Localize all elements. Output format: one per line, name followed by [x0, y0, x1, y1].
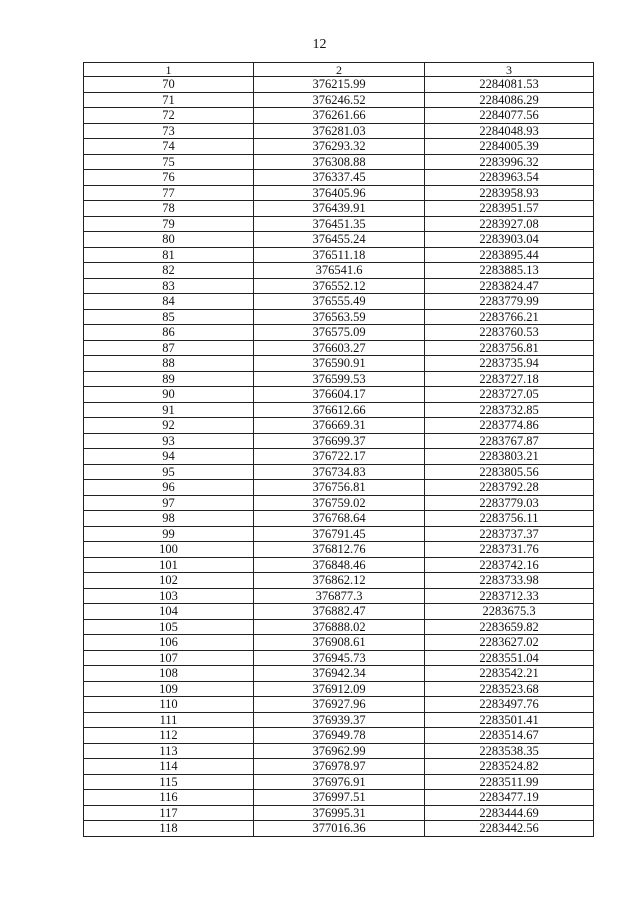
point-number-cell: 118: [84, 821, 254, 837]
x-coordinate-cell: 376455.24: [254, 232, 425, 248]
table-row: [84, 139, 594, 155]
table-row: [84, 480, 594, 496]
y-coordinate-cell: 2284005.39: [425, 139, 594, 155]
y-coordinate-cell: 2283514.67: [425, 728, 594, 744]
x-coordinate-cell: 376575.09: [254, 325, 425, 341]
table-row: [84, 108, 594, 124]
table-header-row: [84, 63, 594, 77]
point-number-cell: 71: [84, 92, 254, 108]
y-coordinate-cell: 2283442.56: [425, 821, 594, 837]
point-number-cell: 110: [84, 697, 254, 713]
y-coordinate-cell: 2283551.04: [425, 650, 594, 666]
table-row: [84, 666, 594, 682]
x-coordinate-cell: 376722.17: [254, 449, 425, 465]
point-number-cell: 83: [84, 278, 254, 294]
x-coordinate-cell: 376612.66: [254, 402, 425, 418]
x-coordinate-cell: 376995.31: [254, 805, 425, 821]
y-coordinate-cell: 2283885.13: [425, 263, 594, 279]
y-coordinate-cell: 2284048.93: [425, 123, 594, 139]
x-coordinate-cell: 376337.45: [254, 170, 425, 186]
point-number-cell: 117: [84, 805, 254, 821]
column-header-2: 2: [254, 63, 425, 77]
point-number-cell: 82: [84, 263, 254, 279]
y-coordinate-cell: 2283963.54: [425, 170, 594, 186]
point-number-cell: 93: [84, 433, 254, 449]
point-number-cell: 99: [84, 526, 254, 542]
x-coordinate-cell: 376882.47: [254, 604, 425, 620]
table-row: [84, 449, 594, 465]
x-coordinate-cell: 376949.78: [254, 728, 425, 744]
table-row: [84, 154, 594, 170]
point-number-cell: 90: [84, 387, 254, 403]
point-number-cell: 111: [84, 712, 254, 728]
table-row: [84, 495, 594, 511]
y-coordinate-cell: 2283675.3: [425, 604, 594, 620]
y-coordinate-cell: 2283803.21: [425, 449, 594, 465]
y-coordinate-cell: 2283767.87: [425, 433, 594, 449]
y-coordinate-cell: 2283760.53: [425, 325, 594, 341]
point-number-cell: 77: [84, 185, 254, 201]
y-coordinate-cell: 2283659.82: [425, 619, 594, 635]
point-number-cell: 116: [84, 790, 254, 806]
point-number-cell: 98: [84, 511, 254, 527]
point-number-cell: 79: [84, 216, 254, 232]
y-coordinate-cell: 2283996.32: [425, 154, 594, 170]
point-number-cell: 108: [84, 666, 254, 682]
y-coordinate-cell: 2283444.69: [425, 805, 594, 821]
x-coordinate-cell: 376603.27: [254, 340, 425, 356]
table-body: [84, 77, 594, 837]
page-number: 12: [312, 37, 327, 52]
y-coordinate-cell: 2283733.98: [425, 573, 594, 589]
y-coordinate-cell: 2283903.04: [425, 232, 594, 248]
point-number-cell: 87: [84, 340, 254, 356]
table-row: [84, 356, 594, 372]
y-coordinate-cell: 2283627.02: [425, 635, 594, 651]
x-coordinate-cell: 377016.36: [254, 821, 425, 837]
table-row: [84, 340, 594, 356]
y-coordinate-cell: 2283742.16: [425, 557, 594, 573]
x-coordinate-cell: 376997.51: [254, 790, 425, 806]
point-number-cell: 70: [84, 77, 254, 93]
table-row: [84, 619, 594, 635]
point-number-cell: 115: [84, 774, 254, 790]
table-row: [84, 402, 594, 418]
table-row: [84, 247, 594, 263]
y-coordinate-cell: 2283477.19: [425, 790, 594, 806]
x-coordinate-cell: 376756.81: [254, 480, 425, 496]
table-row: [84, 309, 594, 325]
table-row: [84, 77, 594, 93]
point-number-cell: 101: [84, 557, 254, 573]
y-coordinate-cell: 2283727.05: [425, 387, 594, 403]
table-row: [84, 92, 594, 108]
point-number-cell: 106: [84, 635, 254, 651]
y-coordinate-cell: 2283756.11: [425, 511, 594, 527]
table-row: [84, 325, 594, 341]
y-coordinate-cell: 2283732.85: [425, 402, 594, 418]
table-row: [84, 216, 594, 232]
x-coordinate-cell: 376759.02: [254, 495, 425, 511]
table-row: [84, 511, 594, 527]
table-row: [84, 278, 594, 294]
y-coordinate-cell: 2283766.21: [425, 309, 594, 325]
y-coordinate-cell: 2283542.21: [425, 666, 594, 682]
y-coordinate-cell: 2283712.33: [425, 588, 594, 604]
column-header-3: 3: [425, 63, 594, 77]
point-number-cell: 94: [84, 449, 254, 465]
x-coordinate-cell: 376862.12: [254, 573, 425, 589]
point-number-cell: 104: [84, 604, 254, 620]
table-row: [84, 201, 594, 217]
table-row: [84, 185, 594, 201]
table-row: [84, 712, 594, 728]
table-row: [84, 790, 594, 806]
y-coordinate-cell: 2283779.99: [425, 294, 594, 310]
x-coordinate-cell: 376888.02: [254, 619, 425, 635]
table-row: [84, 588, 594, 604]
table-row: [84, 697, 594, 713]
x-coordinate-cell: 376734.83: [254, 464, 425, 480]
point-number-cell: 84: [84, 294, 254, 310]
x-coordinate-cell: 376848.46: [254, 557, 425, 573]
x-coordinate-cell: 376669.31: [254, 418, 425, 434]
table-row: [84, 635, 594, 651]
point-number-cell: 95: [84, 464, 254, 480]
point-number-cell: 109: [84, 681, 254, 697]
y-coordinate-cell: 2283779.03: [425, 495, 594, 511]
x-coordinate-cell: 376945.73: [254, 650, 425, 666]
x-coordinate-cell: 376942.34: [254, 666, 425, 682]
point-number-cell: 92: [84, 418, 254, 434]
point-number-cell: 97: [84, 495, 254, 511]
column-header-1: 1: [84, 63, 254, 77]
y-coordinate-cell: 2283756.81: [425, 340, 594, 356]
point-number-cell: 114: [84, 759, 254, 775]
y-coordinate-cell: 2283538.35: [425, 743, 594, 759]
x-coordinate-cell: 376590.91: [254, 356, 425, 372]
y-coordinate-cell: 2283524.82: [425, 759, 594, 775]
y-coordinate-cell: 2283951.57: [425, 201, 594, 217]
x-coordinate-cell: 376308.88: [254, 154, 425, 170]
y-coordinate-cell: 2283824.47: [425, 278, 594, 294]
y-coordinate-cell: 2283511.99: [425, 774, 594, 790]
table-row: [84, 263, 594, 279]
point-number-cell: 100: [84, 542, 254, 558]
x-coordinate-cell: 376555.49: [254, 294, 425, 310]
point-number-cell: 73: [84, 123, 254, 139]
point-number-cell: 113: [84, 743, 254, 759]
y-coordinate-cell: 2284077.56: [425, 108, 594, 124]
table-row: [84, 728, 594, 744]
x-coordinate-cell: 376927.96: [254, 697, 425, 713]
x-coordinate-cell: 376791.45: [254, 526, 425, 542]
y-coordinate-cell: 2283727.18: [425, 371, 594, 387]
point-number-cell: 103: [84, 588, 254, 604]
y-coordinate-cell: 2283731.76: [425, 542, 594, 558]
x-coordinate-cell: 376261.66: [254, 108, 425, 124]
table-row: [84, 526, 594, 542]
table-row: [84, 681, 594, 697]
table-row: [84, 232, 594, 248]
y-coordinate-cell: 2283774.86: [425, 418, 594, 434]
x-coordinate-cell: 376599.53: [254, 371, 425, 387]
table-row: [84, 387, 594, 403]
point-number-cell: 72: [84, 108, 254, 124]
y-coordinate-cell: 2284081.53: [425, 77, 594, 93]
point-number-cell: 81: [84, 247, 254, 263]
table-row: [84, 774, 594, 790]
x-coordinate-cell: 376976.91: [254, 774, 425, 790]
x-coordinate-cell: 376812.76: [254, 542, 425, 558]
point-number-cell: 86: [84, 325, 254, 341]
x-coordinate-cell: 376877.3: [254, 588, 425, 604]
x-coordinate-cell: 376246.52: [254, 92, 425, 108]
y-coordinate-cell: 2283792.28: [425, 480, 594, 496]
table-row: [84, 433, 594, 449]
table-row: [84, 743, 594, 759]
point-number-cell: 107: [84, 650, 254, 666]
point-number-cell: 76: [84, 170, 254, 186]
y-coordinate-cell: 2283501.41: [425, 712, 594, 728]
point-number-cell: 91: [84, 402, 254, 418]
table-row: [84, 542, 594, 558]
table-row: [84, 573, 594, 589]
point-number-cell: 85: [84, 309, 254, 325]
table-row: [84, 464, 594, 480]
table-row: [84, 170, 594, 186]
x-coordinate-cell: 376541.6: [254, 263, 425, 279]
point-number-cell: 80: [84, 232, 254, 248]
table-row: [84, 123, 594, 139]
point-number-cell: 96: [84, 480, 254, 496]
y-coordinate-cell: 2283735.94: [425, 356, 594, 372]
table-row: [84, 805, 594, 821]
y-coordinate-cell: 2283927.08: [425, 216, 594, 232]
x-coordinate-cell: 376604.17: [254, 387, 425, 403]
x-coordinate-cell: 376511.18: [254, 247, 425, 263]
x-coordinate-cell: 376439.91: [254, 201, 425, 217]
point-number-cell: 89: [84, 371, 254, 387]
point-number-cell: 74: [84, 139, 254, 155]
x-coordinate-cell: 376962.99: [254, 743, 425, 759]
x-coordinate-cell: 376908.61: [254, 635, 425, 651]
point-number-cell: 105: [84, 619, 254, 635]
table-row: [84, 759, 594, 775]
table-row: [84, 604, 594, 620]
table-row: [84, 557, 594, 573]
x-coordinate-cell: 376563.59: [254, 309, 425, 325]
table-row: [84, 821, 594, 837]
coordinates-table: [83, 62, 594, 837]
point-number-cell: 102: [84, 573, 254, 589]
y-coordinate-cell: 2283958.93: [425, 185, 594, 201]
table-row: [84, 418, 594, 434]
x-coordinate-cell: 376912.09: [254, 681, 425, 697]
y-coordinate-cell: 2283895.44: [425, 247, 594, 263]
x-coordinate-cell: 376215.99: [254, 77, 425, 93]
x-coordinate-cell: 376978.97: [254, 759, 425, 775]
y-coordinate-cell: 2283737.37: [425, 526, 594, 542]
y-coordinate-cell: 2284086.29: [425, 92, 594, 108]
table-row: [84, 650, 594, 666]
x-coordinate-cell: 376281.03: [254, 123, 425, 139]
table-row: [84, 294, 594, 310]
x-coordinate-cell: 376405.96: [254, 185, 425, 201]
y-coordinate-cell: 2283523.68: [425, 681, 594, 697]
x-coordinate-cell: 376939.37: [254, 712, 425, 728]
x-coordinate-cell: 376699.37: [254, 433, 425, 449]
y-coordinate-cell: 2283497.76: [425, 697, 594, 713]
point-number-cell: 112: [84, 728, 254, 744]
y-coordinate-cell: 2283805.56: [425, 464, 594, 480]
x-coordinate-cell: 376451.35: [254, 216, 425, 232]
point-number-cell: 75: [84, 154, 254, 170]
x-coordinate-cell: 376293.32: [254, 139, 425, 155]
point-number-cell: 88: [84, 356, 254, 372]
x-coordinate-cell: 376552.12: [254, 278, 425, 294]
x-coordinate-cell: 376768.64: [254, 511, 425, 527]
point-number-cell: 78: [84, 201, 254, 217]
table-row: [84, 371, 594, 387]
